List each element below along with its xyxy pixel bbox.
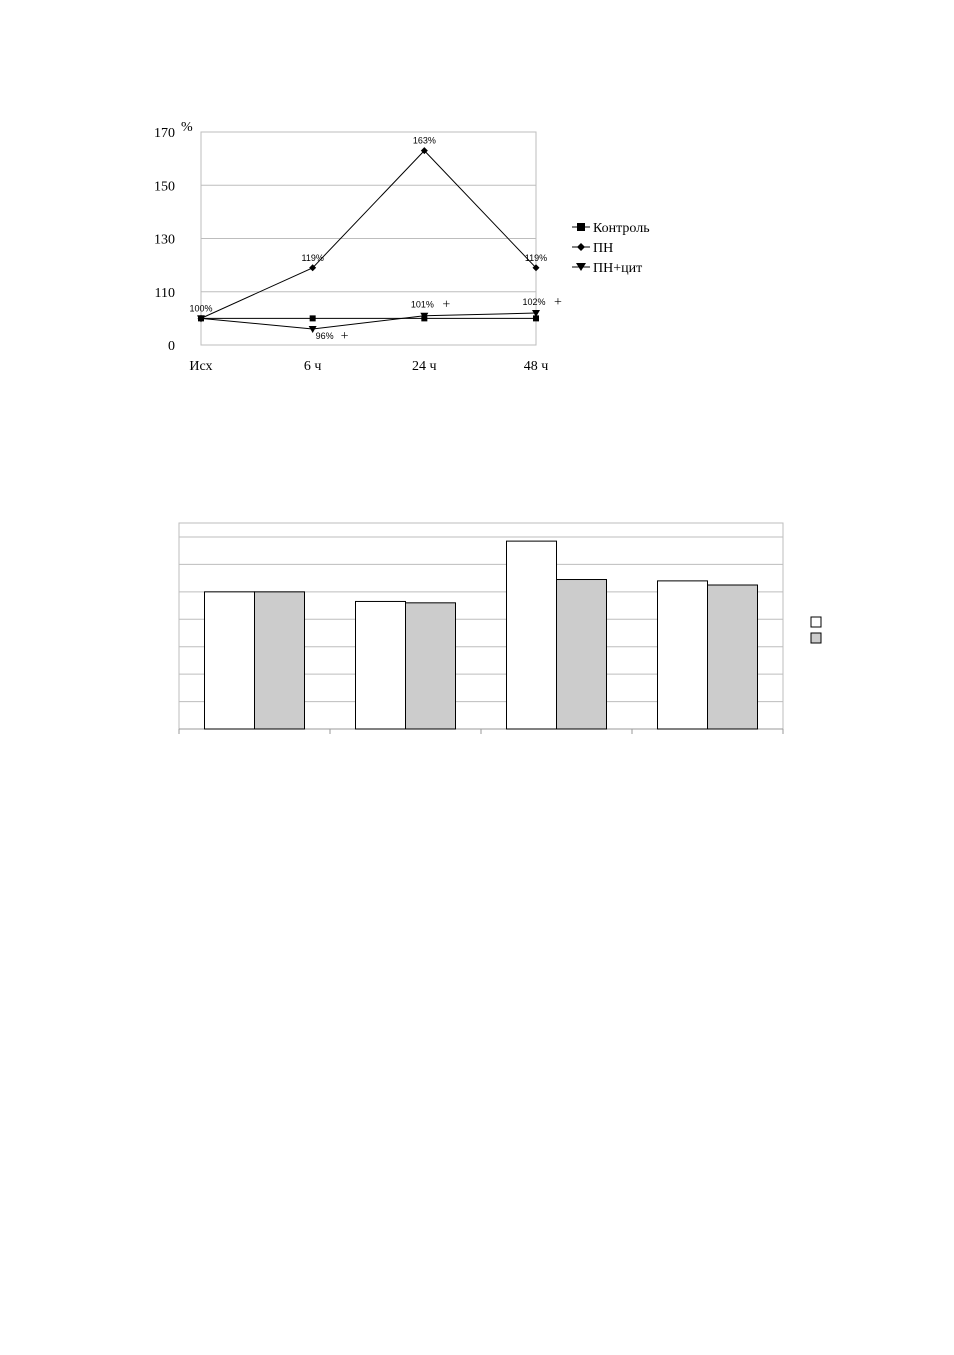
legend-marker-diamond xyxy=(577,243,585,251)
legend-label: ПН xyxy=(593,241,614,256)
significance-mark: + xyxy=(340,329,349,345)
bar-series-2 xyxy=(557,580,607,729)
bar-series-1 xyxy=(356,601,406,729)
data-label: 101% xyxy=(410,299,434,310)
x-tick-label: 6 ч xyxy=(303,359,322,374)
x-tick-label: 48 ч xyxy=(523,359,549,374)
legend-label: Контроль xyxy=(593,221,650,236)
data-label: 163% xyxy=(412,135,436,146)
bar-series-1 xyxy=(205,592,255,729)
bar-series-2 xyxy=(255,592,305,729)
legend-marker-square xyxy=(577,223,585,231)
bar-series-2 xyxy=(406,603,456,729)
data-label: 119% xyxy=(301,252,324,263)
line-chart xyxy=(154,120,650,374)
bar-series-2 xyxy=(708,585,758,729)
significance-mark: + xyxy=(554,295,562,311)
bar-series-1 xyxy=(507,541,557,729)
y-tick-label: 110 xyxy=(154,285,175,301)
series-line-2 xyxy=(201,151,536,319)
data-label: 100% xyxy=(189,303,213,314)
marker-square xyxy=(310,315,316,321)
bar-chart xyxy=(179,523,821,734)
data-label: 119% xyxy=(524,252,548,263)
y-tick-label: 150 xyxy=(154,179,175,195)
series-line-3 xyxy=(201,313,536,329)
x-tick-label: Исх xyxy=(189,359,213,374)
y-unit-label: % xyxy=(181,120,193,135)
data-label: 96% xyxy=(315,331,334,342)
legend-label: ПН+цит xyxy=(593,261,643,276)
legend-swatch-1 xyxy=(811,617,821,627)
legend-swatch-2 xyxy=(811,633,821,643)
y-tick-label: 0 xyxy=(168,339,175,354)
x-tick-label: 24 ч xyxy=(412,359,437,374)
data-label: 102% xyxy=(522,297,546,308)
y-tick-label: 170 xyxy=(154,126,175,141)
significance-mark: + xyxy=(442,297,451,313)
y-tick-label: 130 xyxy=(154,232,175,248)
bar-series-1 xyxy=(658,581,708,729)
